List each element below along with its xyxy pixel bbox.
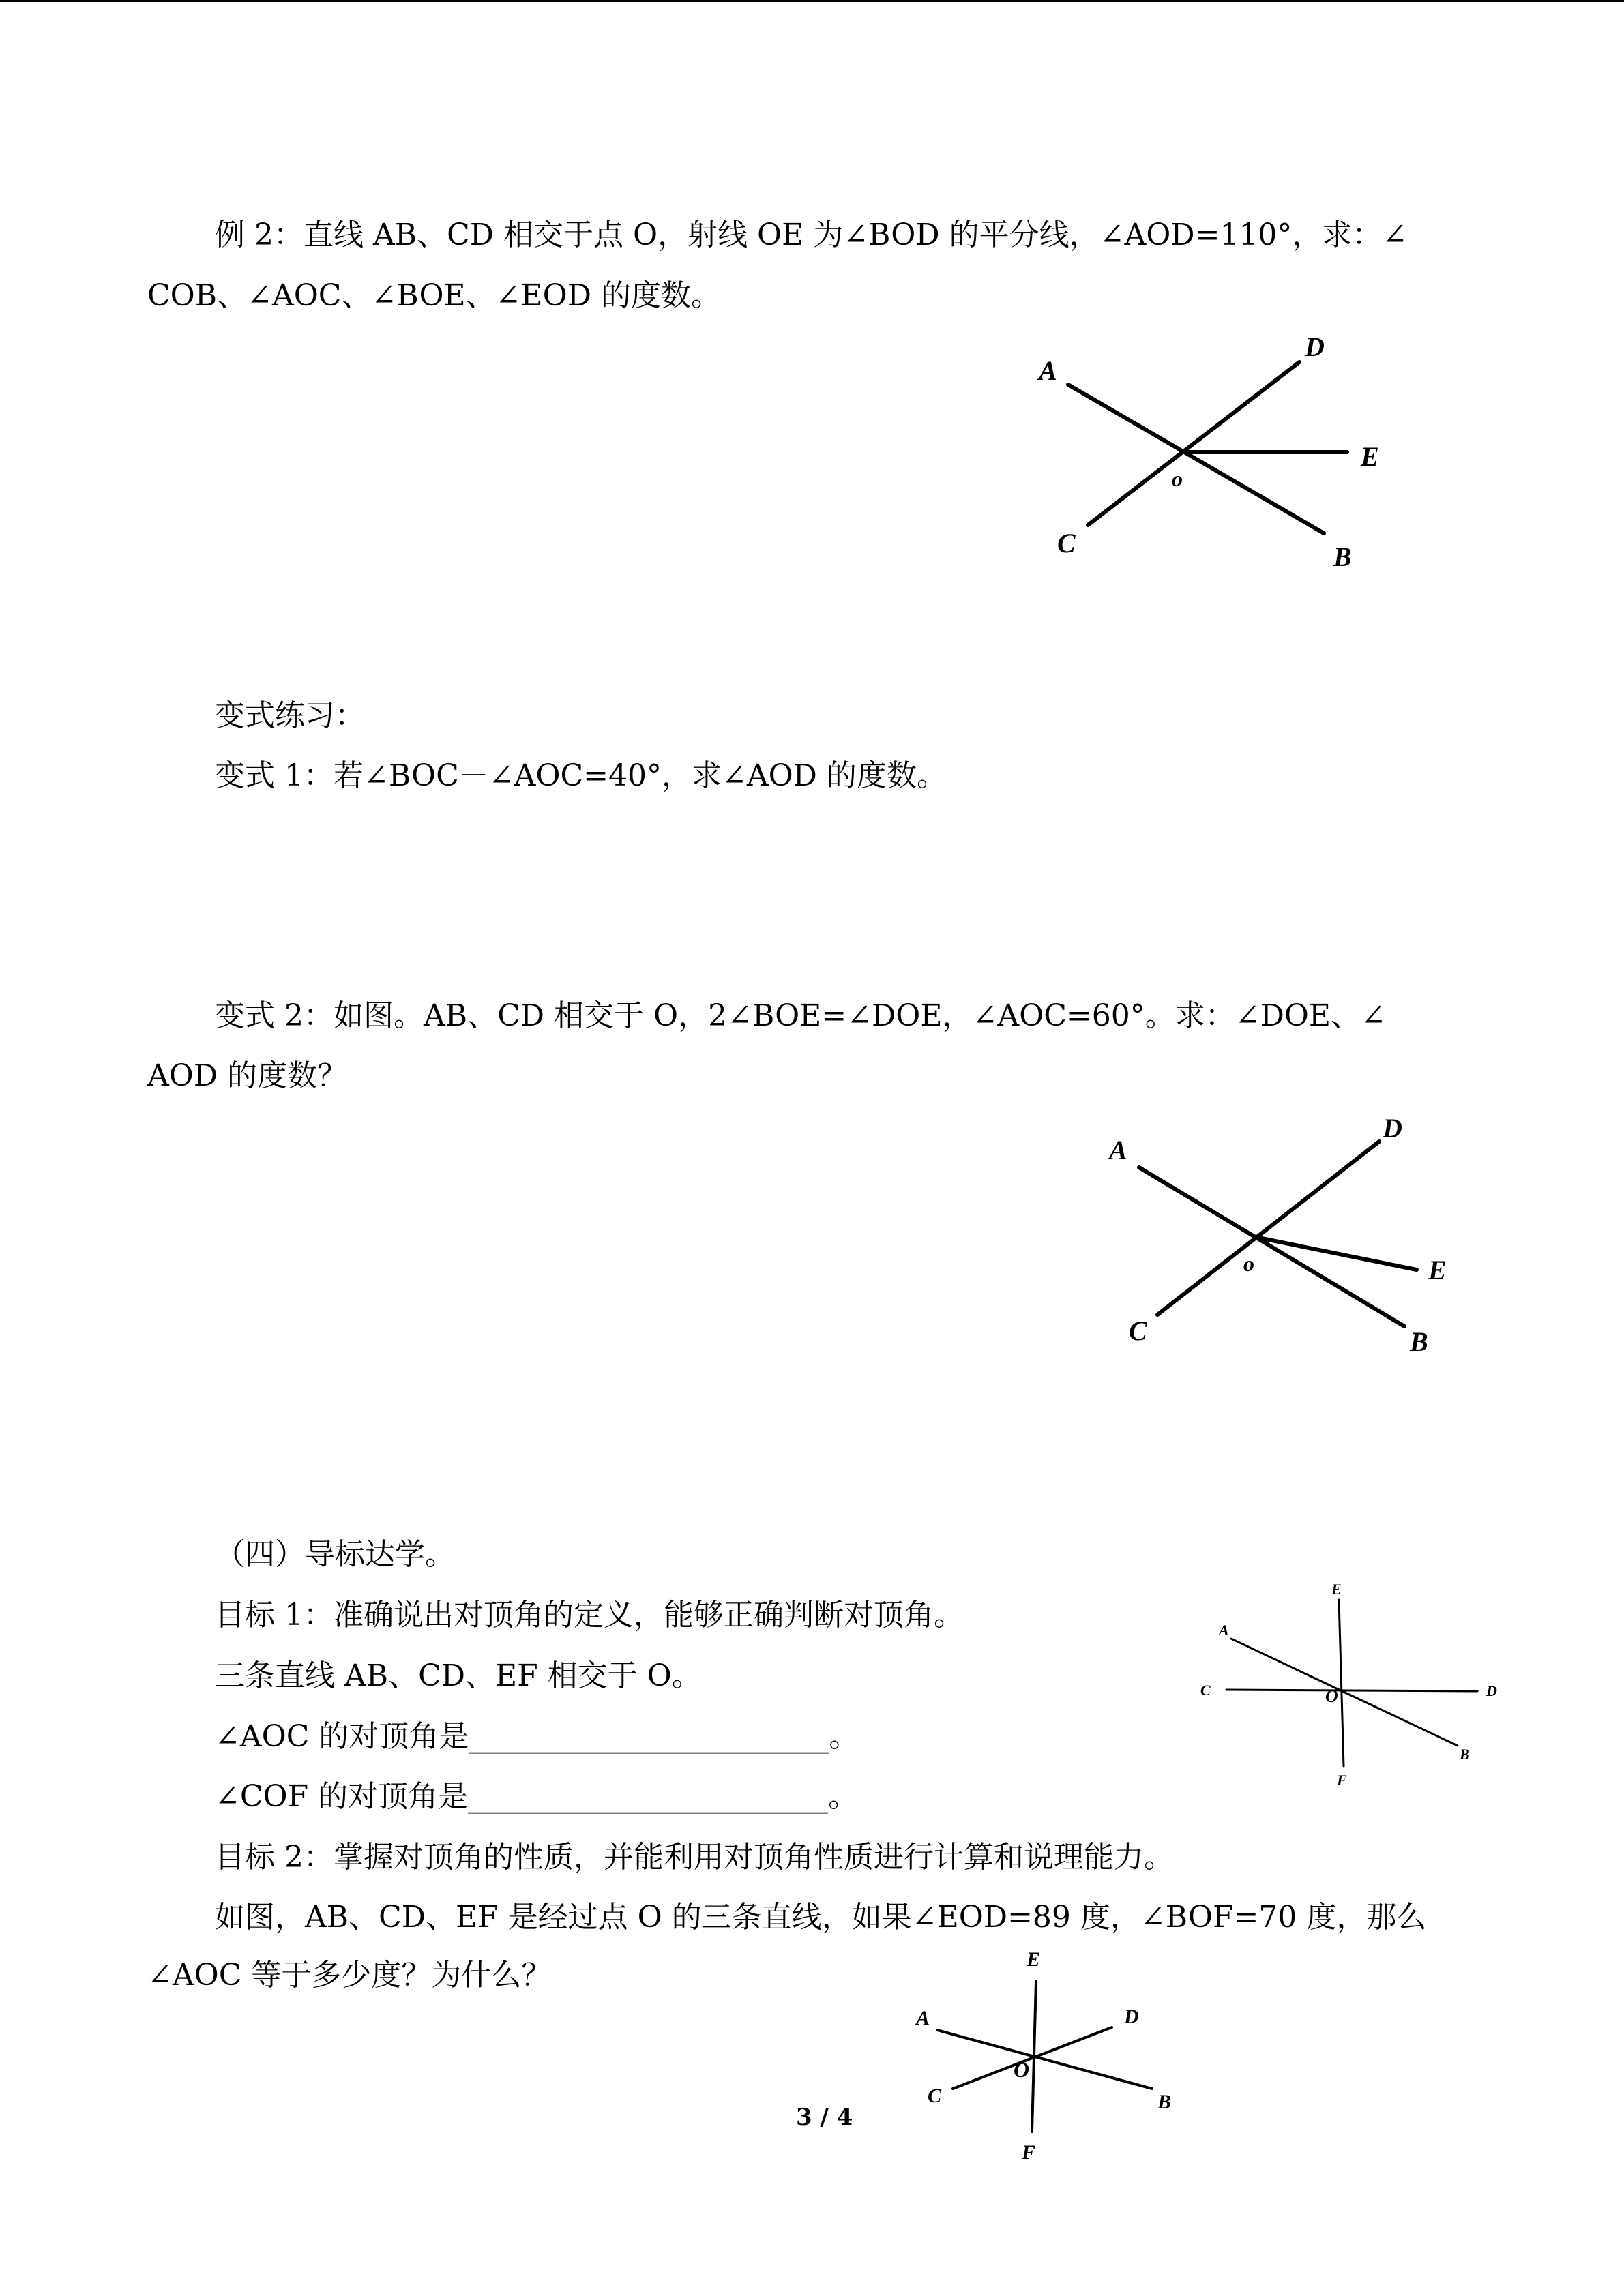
variant2-line1: 变式 2：如图。AB、CD 相交于 O，2∠BOE=∠DOE，∠AOC=60°。求：∠DOE、∠ [215, 998, 1386, 1033]
label-a: A [916, 2007, 930, 2029]
line-ab [937, 2030, 1152, 2089]
label-a: A [1039, 355, 1057, 386]
label-o: O [1325, 1686, 1338, 1706]
label-o: o [1172, 466, 1183, 491]
label-a: A [1219, 1622, 1229, 1639]
label-b: B [1410, 1326, 1428, 1357]
label-e: E [1428, 1255, 1447, 1285]
label-f: F [1337, 1772, 1347, 1789]
variant1: 变式 1：若∠BOC－∠AOC=40°，求∠AOD 的度数。 [215, 758, 947, 793]
label-c: C [1129, 1315, 1147, 1346]
example2-line1: 例 2：直线 AB、CD 相交于点 O，射线 OE 为∠BOD 的平分线，∠AOD=110°，求：∠ [215, 218, 1408, 252]
problem-line2: ∠AOC 等于多少度？为什么？ [147, 1958, 552, 1993]
label-d: D [1383, 1113, 1402, 1144]
question-cof: ∠COF 的对顶角是________________________。 [215, 1779, 859, 1814]
label-b: B [1460, 1746, 1470, 1763]
label-f: F [1022, 2141, 1036, 2164]
variant2-line2: AOD 的度数？ [147, 1058, 348, 1093]
variants-heading: 变式练习： [215, 698, 365, 733]
label-c: C [1057, 528, 1076, 558]
label-b: B [1333, 541, 1352, 572]
line-ef [1339, 1600, 1344, 1766]
label-o: O [1014, 2057, 1030, 2082]
label-a: A [1109, 1135, 1127, 1165]
line-cd [1157, 1142, 1379, 1315]
example2-figure [1023, 327, 1405, 586]
label-c: C [1200, 1682, 1211, 1699]
line-cd [1226, 1690, 1477, 1691]
page-top-border [0, 0, 1624, 2]
example2-line2: COB、∠AOC、∠BOE、∠EOD 的度数。 [147, 278, 721, 313]
variant2-figure [1091, 1105, 1473, 1364]
six-rays-figure [907, 1943, 1194, 2168]
label-d: D [1124, 2006, 1139, 2028]
label-d: D [1486, 1682, 1497, 1699]
section4-heading: （四）导标达学。 [215, 1537, 455, 1572]
label-e: E [1331, 1581, 1342, 1598]
goal2: 目标 2：掌握对顶角的性质，并能利用对顶角性质进行计算和说理能力。 [215, 1840, 1174, 1875]
page-number: 3 / 4 [796, 2104, 853, 2131]
problem-line1: 如图，AB、CD、EF 是经过点 O 的三条直线，如果∠EOD=89 度，∠BOF=70 度，那么 [215, 1900, 1427, 1935]
label-o: o [1243, 1251, 1254, 1276]
goal1: 目标 1：准确说出对顶角的定义，能够正确判断对顶角。 [215, 1598, 964, 1632]
label-b: B [1157, 2091, 1172, 2113]
label-c: C [928, 2085, 942, 2107]
line-ab [1231, 1639, 1458, 1746]
three-lines-statement: 三条直线 AB、CD、EF 相交于 O。 [215, 1658, 702, 1693]
three-lines-figure [1187, 1575, 1514, 1800]
label-e: E [1027, 1948, 1041, 1971]
question-aoc: ∠AOC 的对顶角是________________________。 [215, 1719, 859, 1754]
label-e: E [1361, 441, 1379, 472]
line-ab [1139, 1167, 1404, 1326]
label-d: D [1305, 331, 1325, 362]
